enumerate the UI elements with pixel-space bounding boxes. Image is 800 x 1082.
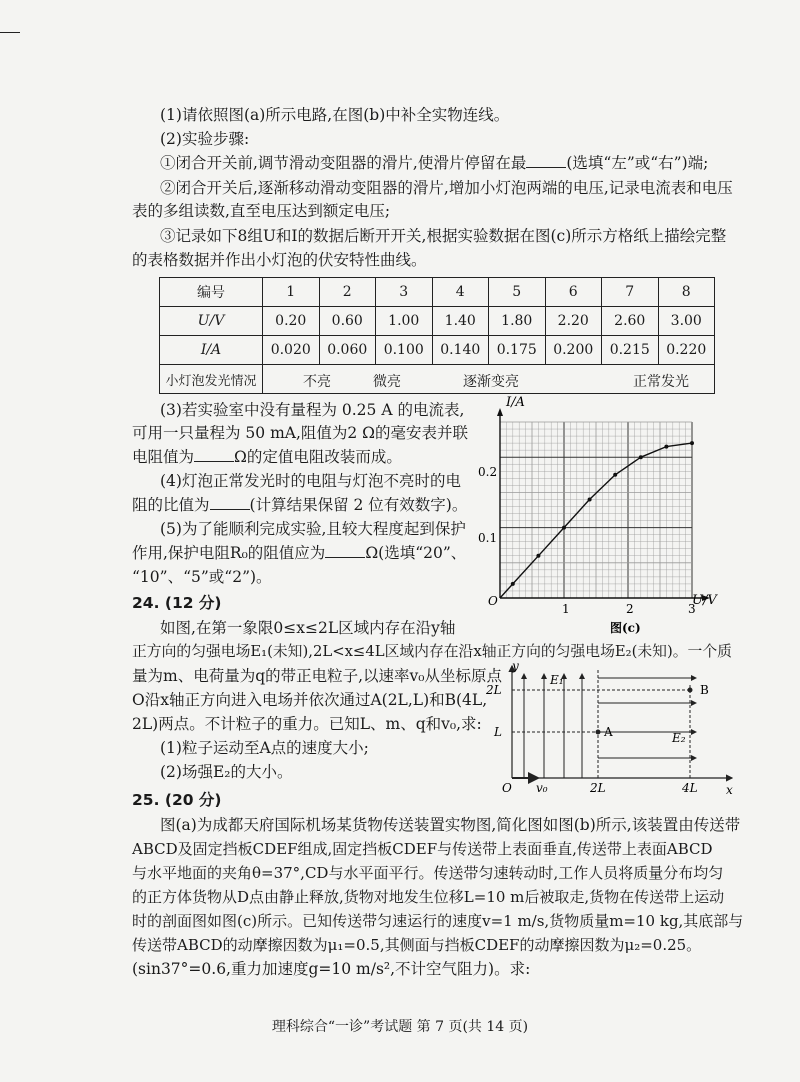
row-label: I/A	[160, 336, 263, 365]
table-cell: 0.020	[263, 336, 320, 365]
answer-blank[interactable]	[526, 153, 566, 168]
table-cell: 0.60	[319, 307, 376, 336]
row-label: 编号	[160, 278, 263, 307]
step-1-text: ①闭合开关前,调节滑动变阻器的滑片,使滑片停留在最	[160, 154, 527, 172]
table-cell: 3.00	[658, 307, 715, 336]
question-4-line-2	[132, 494, 467, 516]
table-cell: 1.00	[376, 307, 433, 336]
table-cell: 3	[376, 278, 433, 307]
question-2: (2)实验步骤:	[160, 130, 250, 148]
question-5-line-1: (5)为了能顺利完成实验,且较大程度起到保护	[160, 520, 466, 538]
table-cell: 2	[319, 278, 376, 307]
data-point	[562, 526, 566, 530]
q25-line-6: 传送带ABCD的动摩擦因数为μ₁=0.5,其侧面与挡板CDEF的动摩擦因数为μ₂=0.25。	[132, 936, 702, 954]
glow-label: 逐渐变亮	[463, 374, 519, 390]
table-cell: 8	[658, 278, 715, 307]
point-a	[596, 730, 601, 735]
table-row	[160, 278, 715, 307]
page-footer: 理科综合“一诊”考试题 第 7 页(共 14 页)	[271, 1019, 529, 1035]
glow-label: 正常发光	[633, 374, 689, 390]
graph-axes	[497, 408, 710, 601]
data-point	[690, 441, 694, 445]
q24-sub-1: (1)粒子运动至A点的速度大小;	[160, 739, 369, 757]
question-25-title: 25. (20 分)	[132, 791, 222, 809]
table-cell: 2.60	[602, 307, 659, 336]
y-tick-label: 0.1	[478, 531, 498, 545]
table-row	[160, 365, 715, 394]
answer-blank[interactable]	[194, 447, 234, 462]
glow-label: 不亮	[303, 374, 331, 390]
a-label: A	[604, 725, 613, 739]
e1-label: E₁	[550, 673, 564, 687]
table-cell: 0.220	[658, 336, 715, 365]
q5-tail: Ω(选填“20”、	[365, 544, 467, 562]
x-label: x	[726, 783, 733, 797]
q25-line-3: 与水平地面的夹角θ=37°,CD与水平面平行。传送带匀速转动时,工作人员将质量分布均匀	[132, 864, 724, 882]
question-3-line-2: 可用一只量程为 50 mA,阻值为2 Ω的毫安表并联	[132, 424, 469, 442]
v0-label: v₀	[536, 781, 548, 795]
glow-cell	[263, 365, 715, 394]
q25-line-1: 图(a)为成都天府国际机场某货物传送装置实物图,简化图如图(b)所示,该装置由传送带	[160, 816, 741, 834]
row-label: U/V	[160, 307, 263, 336]
data-point	[536, 554, 540, 558]
q24-line-2: 正方向的匀强电场E₁(未知),2L<x≤4L区域内存在沿x轴正方向的匀强电场E₂(未知)。一个质	[132, 643, 732, 660]
o-label: O	[502, 781, 512, 795]
graph-curve	[500, 441, 694, 598]
q25-line-4: 的正方体货物从D点由静止释放,货物对地发生位移L=10 m后被取走,货物在传送带上运动	[132, 888, 725, 906]
label-l: L	[494, 725, 502, 739]
y-axis-arrow	[497, 408, 503, 416]
q4-text: 阻的比值为	[132, 496, 210, 514]
question-24-title: 24. (12 分)	[132, 594, 222, 612]
question-1: (1)请依照图(a)所示电路,在图(b)中补全实物连线。	[160, 106, 510, 124]
step-1	[160, 152, 708, 174]
table-cell: 0.215	[602, 336, 659, 365]
y-label: y	[512, 659, 519, 673]
q25-line-2: ABCD及固定挡板CDEF组成,固定挡板CDEF与传送带上表面垂直,传送带上表面ABCD	[132, 840, 713, 858]
q24-line-1: 如图,在第一象限0≤x≤2L区域内存在沿y轴	[160, 619, 456, 637]
point-b	[688, 688, 693, 693]
table-cell: 6	[545, 278, 602, 307]
x-axis-label: U/V	[692, 593, 717, 608]
table-cell: 0.140	[432, 336, 489, 365]
q3-tail: Ω的定值电阻改装而成。	[234, 448, 402, 466]
data-point	[511, 582, 515, 586]
iv-graph	[478, 392, 722, 640]
q24-line-5: 2L)两点。不计粒子的重力。已知L、m、q和v₀,求:	[132, 715, 482, 733]
x-tick-label: 2	[626, 602, 634, 616]
origin-label: O	[488, 594, 498, 608]
question-4-line-1: (4)灯泡正常发光时的电阻与灯泡不亮时的电	[160, 472, 461, 490]
question-3-line-1: (3)若实验室中没有量程为 0.25 A 的电流表,	[160, 401, 465, 419]
q24-line-3: 量为m、电荷量为q的带正电粒子,以速率v₀从坐标原点	[132, 667, 503, 685]
step-3-line-1: ③记录如下8组U和I的数据后断开开关,根据实验数据在图(c)所示方格纸上描绘完整	[160, 227, 727, 245]
table-cell: 1	[263, 278, 320, 307]
b-label: B	[700, 683, 709, 697]
table-cell: 0.20	[263, 307, 320, 336]
x2l-label: 2L	[590, 781, 606, 795]
question-5-line-3: “10”、“5”或“2”)。	[132, 568, 272, 586]
data-point	[613, 473, 617, 477]
data-table	[159, 277, 715, 394]
question-3-line-3	[132, 446, 402, 468]
data-point	[664, 445, 668, 449]
table-cell: 0.200	[545, 336, 602, 365]
answer-blank[interactable]	[210, 495, 250, 510]
table-cell: 1.80	[489, 307, 546, 336]
table-cell: 0.175	[489, 336, 546, 365]
step-3-line-2: 的表格数据并作出小灯泡的伏安特性曲线。	[132, 251, 427, 269]
table-cell: 0.100	[376, 336, 433, 365]
data-point	[588, 497, 592, 501]
label-2l: 2L	[486, 683, 502, 697]
q5-text: 作用,保护电阻R₀的阻值应为	[132, 544, 326, 562]
table-cell: 7	[602, 278, 659, 307]
table-cell: 5	[489, 278, 546, 307]
table-cell: 0.060	[319, 336, 376, 365]
row-label: 小灯泡发光情况	[160, 365, 263, 394]
table-row	[160, 336, 715, 365]
q3-text: 电阻值为	[132, 448, 195, 466]
graph-caption: 图(c)	[610, 621, 641, 635]
data-point	[639, 455, 643, 459]
x-tick-label: 3	[688, 602, 696, 616]
field-diagram	[482, 660, 738, 800]
y-tick-label: 0.2	[478, 465, 498, 479]
step-2-line-2: 表的多组读数,直至电压达到额定电压;	[132, 202, 391, 220]
step-2-line-1: ②闭合开关后,逐渐移动滑动变阻器的滑片,增加小灯泡两端的电压,记录电流表和电压	[160, 179, 733, 197]
q25-line-5: 时的剖面图如图(c)所示。已知传送带匀速运行的速度v=1 m/s,货物质量m=10 kg,其底部与	[132, 912, 744, 930]
q24-line-4: O沿x轴正方向进入电场并依次通过A(2L,L)和B(4L,	[132, 691, 488, 709]
corner-mark	[0, 32, 20, 33]
y-axis-label: I/A	[506, 395, 525, 410]
question-5-line-2	[132, 542, 466, 564]
answer-blank[interactable]	[325, 543, 365, 558]
table-cell: 2.20	[545, 307, 602, 336]
table-cell: 4	[432, 278, 489, 307]
q24-sub-2: (2)场强E₂的大小。	[160, 763, 293, 781]
step-1-tail: (选填“左”或“右”)端;	[566, 154, 709, 172]
q4-tail: (计算结果保留 2 位有效数字)。	[249, 496, 468, 514]
x4l-label: 4L	[682, 781, 698, 795]
table-cell: 1.40	[432, 307, 489, 336]
table-row	[160, 307, 715, 336]
e2-label: E₂	[672, 731, 686, 745]
glow-label: 微亮	[373, 374, 401, 390]
x-tick-label: 1	[562, 602, 570, 616]
q25-line-7: (sin37°=0.6,重力加速度g=10 m/s²,不计空气阻力)。求:	[132, 960, 531, 978]
